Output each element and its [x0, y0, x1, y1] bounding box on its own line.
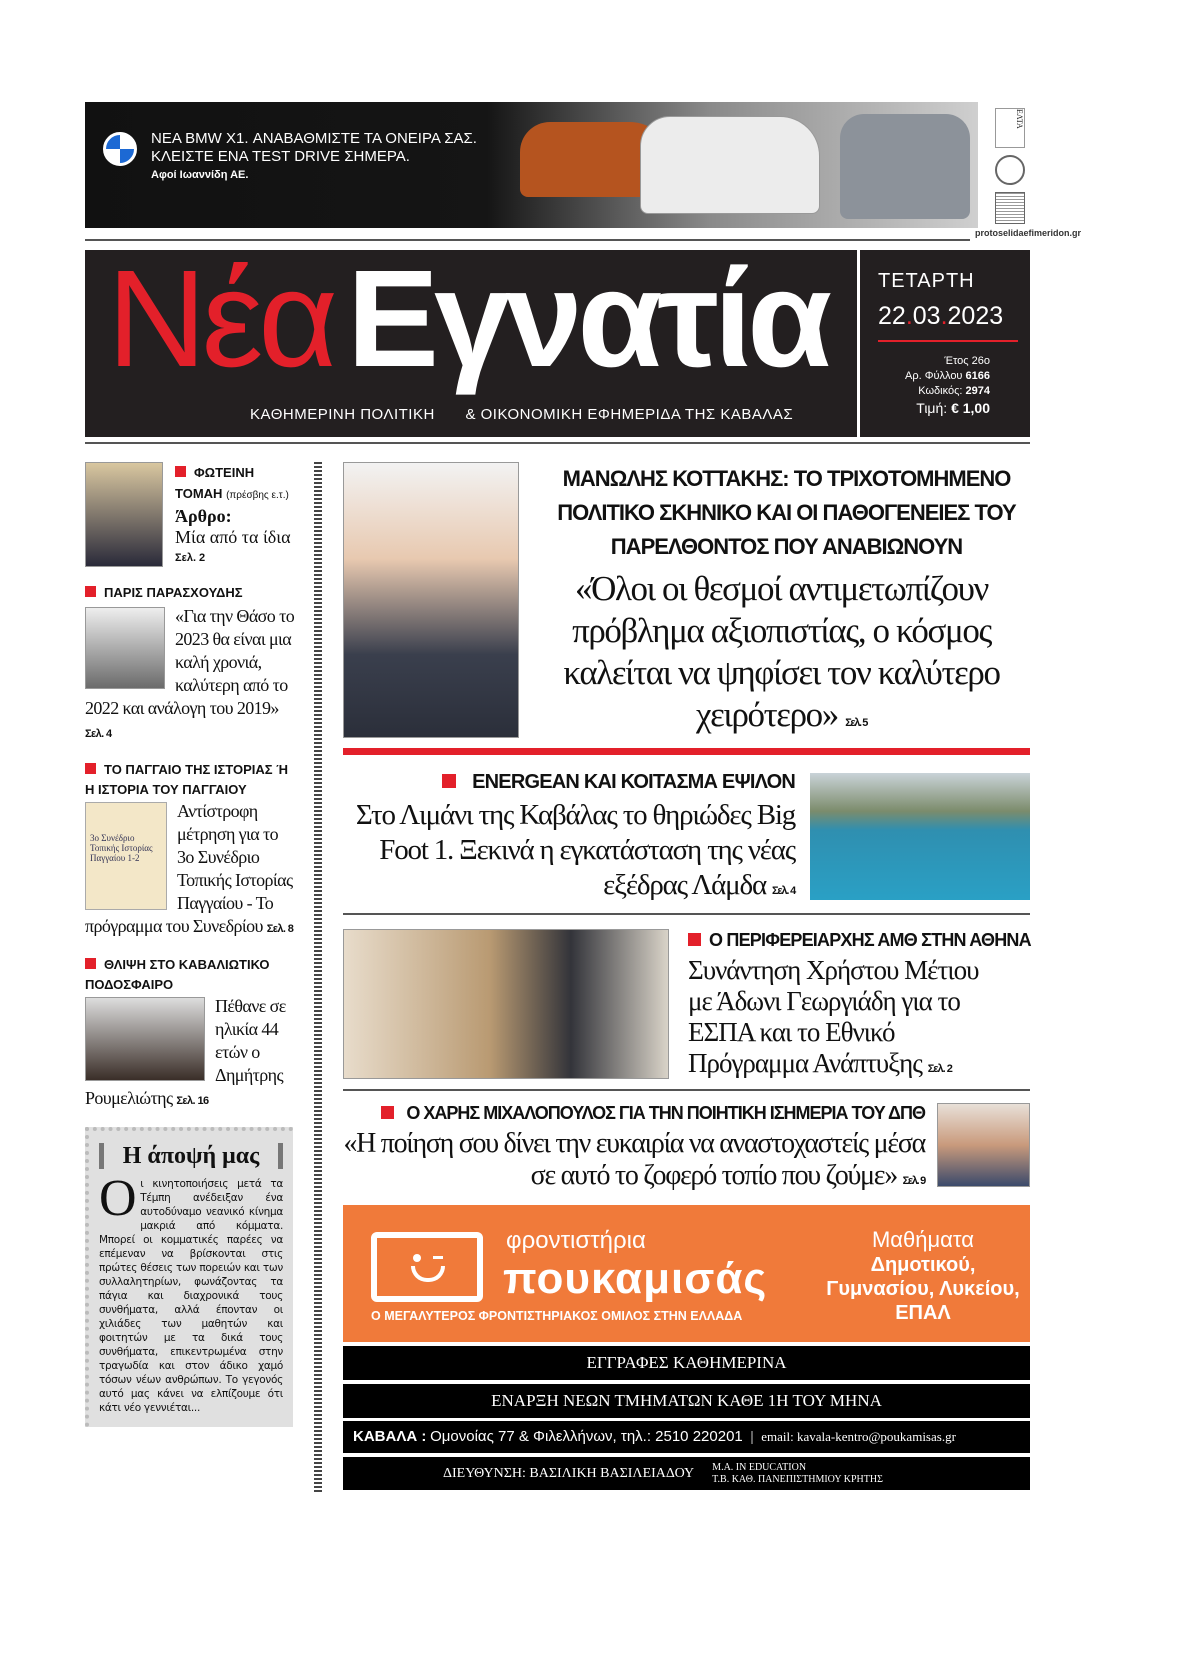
lessons-label: Μαθήματα — [871, 1227, 974, 1252]
enrollment-bar: ΕΓΓΡΑΦΕΣ ΚΑΘΗΜΕΡΙΝΑ — [343, 1346, 1030, 1380]
meeting-photo — [343, 929, 669, 1079]
kicker: ΤΟ ΠΑΓΓΑΙΟ ΤΗΣ ΙΣΤΟΡΙΑΣ Ή Η ΙΣΤΟΡΙΑ ΤΟΥ ΠΑΓΓΑΙΟΥ — [85, 762, 288, 797]
conference-poster — [85, 802, 167, 910]
editorial-box[interactable] — [85, 1127, 293, 1427]
page-ref: Σελ. 16 — [176, 1095, 209, 1107]
issue-label: Αρ. Φύλλου — [904, 370, 963, 382]
page-ref: Σελ. 8 — [266, 923, 294, 935]
title: Μία από τα ίδια — [175, 527, 291, 547]
masthead — [85, 250, 857, 437]
divider — [343, 913, 1030, 915]
title: «Η ποίηση σου δίνει την ευκαιρία να αναστοχαστείς μέσα σε αυτό το ζοφερό τοπίο που ζούμε» — [343, 1128, 925, 1191]
elta-text: ΕΛΤΑ — [1015, 109, 1024, 129]
barcode-icon — [995, 192, 1025, 224]
title: «Για την Θάσο το 2023 θα είναι μια καλή χρονιά, καλύτερη από το 2022 και ανάλογη του 2019» — [85, 606, 295, 718]
poukamisas-ad[interactable] — [343, 1205, 1030, 1342]
lead-quote: «Όλοι οι θεσμοί αντιμετωπίζουν πρόβλημα αξιοπιστίας, ο κόσμος καλείται να ψηφίσει τον καλύτερο χειρότερο» — [563, 569, 1000, 734]
issue-info — [860, 250, 1030, 437]
title: Αντίστροφη μέτρηση για το 3ο Συνέδριο Τοπικής Ιστορίας Παγγαίου - Το πρόγραμμα του Συνεδρίου — [85, 801, 293, 936]
lead-kicker: ΜΑΝΩΛΗΣ ΚΟΤΤΑΚΗΣ: ΤΟ ΤΡΙΧΟΤΟΜΗΜΕΝΟ ΠΟΛΙΤΙΚΟ ΣΚΗΝΙΚΟ ΚΑΙ ΟΙ ΠΑΘΟΓΕΝΕΙΕΣ ΤΟΥ ΠΑΡΕΛΘΟΝΤΟΣ ΠΟΥ ΑΝΑΒΙΩΝΟΥΝ — [557, 466, 1016, 559]
title-nea: Νέα — [107, 250, 333, 396]
address: Ομονοίας 77 & Φιλελλήνων, τηλ.: 2510 220201 — [430, 1428, 743, 1445]
page-ref: Σελ. 4 — [772, 885, 795, 897]
smiley-logo-icon — [371, 1232, 483, 1302]
page-ref: Σελ. 9 — [902, 1175, 925, 1187]
year: Έτος 26ο — [944, 355, 990, 367]
issue-number: 6166 — [965, 370, 990, 382]
page-ref: Σελ. 2 — [175, 552, 206, 564]
car-image-white — [640, 116, 820, 214]
kicker: ENERGEAN ΚΑΙ ΚΟΙΤΑΣΜΑ ΕΨΙΛΟΝ — [472, 771, 795, 793]
sidebar-story-3[interactable] — [85, 760, 295, 941]
ad-line-2: ΚΛΕΙΣΤΕ ΕΝΑ TEST DRIVE ΣΗΜΕΡΑ. — [151, 148, 410, 165]
tagline-b: & ΟΙΚΟΝΟΜΙΚΗ ΕΦΗΜΕΡΙΔΑ ΤΗΣ ΚΑΒΑΛΑΣ — [465, 406, 794, 423]
title: Στο Λιμάνι της Καβάλας το θηριώδες Big Foot 1. Ξεκινά η εγκατάσταση της νέας εξέδρας Λάμδα — [355, 799, 795, 901]
author-photo — [85, 462, 163, 567]
person-photo — [85, 997, 205, 1081]
poster-text: 3ο Συνέδριο Τοπικής Ιστορίας Παγγαίου 1-2 — [90, 833, 153, 863]
date-month: 03 — [912, 302, 941, 330]
price-label: Τιμή: — [916, 400, 948, 416]
director-bar — [343, 1457, 1030, 1490]
new-classes-bar: ΕΝΑΡΞΗ ΝΕΩΝ ΤΜΗΜΑΤΩΝ ΚΑΘΕ 1Η ΤΟΥ ΜΗΝΑ — [343, 1384, 1030, 1418]
ad-dealer: Αφοί Ιωαννίδη ΑΕ. — [151, 169, 249, 181]
editorial-text: ι κινητοποιήσεις μετά τα Τέμπη ανέδειξαν ένα αυτοδύναμο νεανικό κίνημα μακριά από κόμματα. Μπορεί οι κομματικές παρέες να επέμεναν να βρίσκονται στις πρώτες θέσεις των πορειών και των συλλαλητηρίων, φωνάζοντας τα πάγια και διαχρονικά τους συνθήματα, αλλά έπονταν οι χιλιάδες των μαθητών και φοιτητών με τα δικά τους συνθήματα, επικεντρωμένα στην τραγωδία και στον άδικο χαμό τόσων νέων ανθρώπων. Το γεγονός αυτό μας κάνει να ελπίζουμε ότι κάτι νέο γεννιέται... — [99, 1178, 283, 1414]
divider — [85, 239, 970, 241]
ad-line-1: ΝΕΑ BMW X1. ΑΝΑΒΑΘΜΙΣΤΕ ΤΑ ΟΝΕΙΡΑ ΣΑΣ. — [151, 130, 477, 147]
bmw-ad[interactable] — [85, 102, 978, 228]
car-image-grey — [840, 114, 970, 219]
credential-1: M.A. IN EDUCATION — [712, 1461, 807, 1473]
red-rule — [878, 340, 1018, 342]
code: 2974 — [965, 385, 990, 397]
page-ref: Σελ. 4 — [85, 728, 112, 740]
day: ΤΕΤΑΡΤΗ — [878, 270, 975, 292]
email[interactable]: email: kavala-kentro@poukamisas.gr — [761, 1429, 956, 1444]
sidebar-story-1[interactable] — [85, 462, 295, 569]
red-divider — [343, 748, 1030, 755]
tagline-a: ΚΑΘΗΜΕΡΙΝΗ ΠΟΛΙΤΙΚΗ — [250, 406, 435, 423]
title: Συνάντηση Χρήστου Μέτιου με Άδωνι Γεωργιάδη για το ΕΣΠΑ και το Εθνικό Πρόγραμμα Ανάπτυξης — [688, 955, 979, 1078]
editorial-title: Η άποψή μας — [99, 1143, 283, 1169]
brand: πουκαμισάς — [503, 1254, 768, 1303]
page-ref: Σελ. 2 — [927, 1063, 952, 1075]
levels: Δημοτικού, Γυμνασίου, Λυκείου, ΕΠΑΛ — [826, 1254, 1020, 1324]
title-egnatia: Εγνατία — [346, 250, 828, 396]
brand-small: φροντιστήρια — [506, 1227, 646, 1254]
port-aerial-photo — [810, 773, 1030, 900]
date-year: 2023 — [947, 302, 1004, 330]
label: Άρθρο: — [175, 506, 232, 526]
note: (πρέσβης ε.τ.) — [226, 490, 289, 501]
elta-logo — [995, 108, 1025, 148]
seal-icon — [995, 155, 1025, 185]
divider — [85, 442, 1030, 444]
director: ΔΙΕΥΘΥΝΣΗ: ΒΑΣΙΛΙΚΗ ΒΑΣΙΛΕΙΑΔΟΥ — [443, 1466, 695, 1481]
date-day: 22 — [878, 302, 906, 330]
michalopoulos-photo — [937, 1103, 1030, 1187]
kicker: ΦΩΤΕΙΝΗ ΤΟΜΑΗ — [175, 465, 255, 501]
kottakis-photo — [343, 462, 519, 738]
lead-story[interactable] — [343, 462, 1030, 742]
person-photo — [85, 607, 165, 689]
kicker: Ο ΠΕΡΙΦΕΡΕΙΑΡΧΗΣ ΑΜΘ ΣΤΗΝ ΑΘΗΝΑ — [709, 930, 1031, 950]
slogan: Ο ΜΕΓΑΛΥΤΕΡΟΣ ΦΡΟΝΤΙΣΤΗΡΙΑΚΟΣ ΟΜΙΛΟΣ ΣΤΗΝ ΕΛΛΑΔΑ — [371, 1309, 743, 1323]
city: ΚΑΒΑΛΑ : — [353, 1428, 427, 1445]
divider — [343, 1089, 1030, 1091]
story-metios[interactable] — [343, 929, 1030, 1079]
sidebar-story-2[interactable] — [85, 583, 295, 746]
address-bar: ΚΑΒΑΛΑ : Ομονοίας 77 & Φιλελλήνων, τηλ.: 2510 220201 | email: kavala-kentro@poukamisas.gr — [343, 1421, 1030, 1453]
dropcap: Ο — [99, 1170, 137, 1227]
bmw-logo-icon — [103, 132, 137, 166]
kicker: Ο ΧΑΡΗΣ ΜΙΧΑΛΟΠΟΥΛΟΣ ΓΙΑ ΤΗΝ ΠΟΙΗΤΙΚΗ ΙΣΗΜΕΡΙΑ ΤΟΥ ΔΠΘ — [406, 1103, 925, 1123]
source-label: protoselidaefimeridon.gr — [975, 228, 1082, 238]
story-michalopoulos[interactable] — [343, 1100, 1030, 1195]
price: € 1,00 — [951, 400, 990, 416]
column-separator — [314, 462, 322, 1492]
story-energean[interactable] — [343, 770, 1030, 905]
credential-2: Τ.Β. ΚΑΘ. ΠΑΝΕΠΙΣΤΗΜΙΟΥ ΚΡΗΤΗΣ — [712, 1473, 883, 1485]
page-ref: Σελ. 5 — [845, 717, 867, 729]
kicker: ΘΛΙΨΗ ΣΤΟ ΚΑΒΑΛΙΩΤΙΚΟ ΠΟΔΟΣΦΑΙΡΟ — [85, 957, 270, 992]
sidebar-story-4[interactable] — [85, 955, 295, 1113]
sidebar — [85, 462, 295, 1427]
title: Πέθανε σε ηλικία 44 ετών ο Δημήτρης Ρουμελιώτης — [85, 996, 286, 1108]
kicker: ΠΑΡΙΣ ΠΑΡΑΣΧΟΥΔΗΣ — [104, 585, 243, 600]
code-label: Κωδικός: — [918, 385, 963, 397]
date: 22.03.2023 — [878, 302, 1004, 330]
